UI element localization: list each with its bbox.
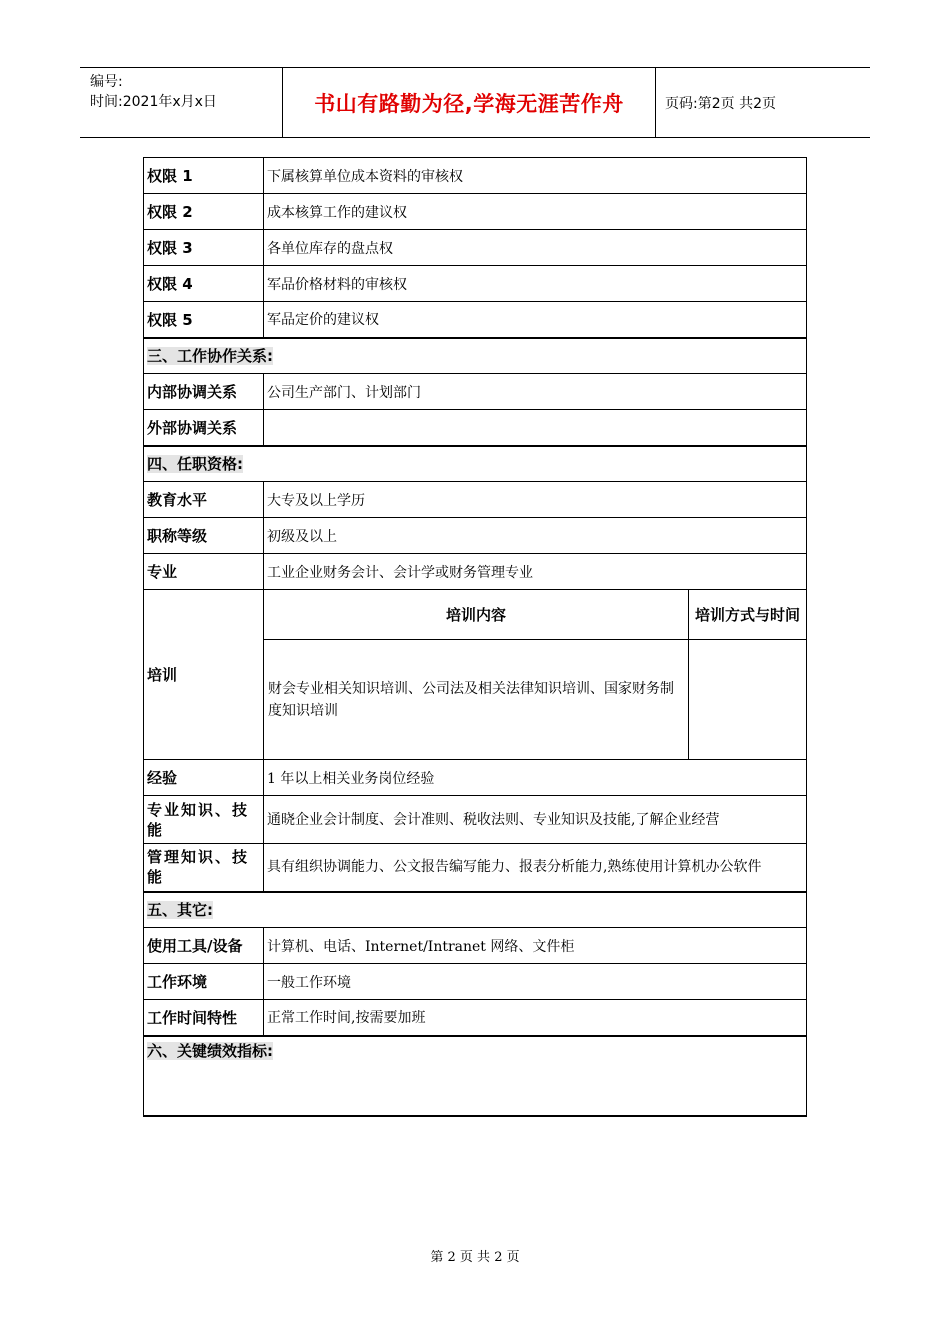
- table-row: [144, 302, 807, 338]
- table-row: [144, 844, 807, 892]
- title-level-value: 初级及以上: [264, 518, 807, 554]
- permission-value: 军品价格材料的审核权: [264, 266, 807, 302]
- table-row: [144, 374, 807, 410]
- permission-value: 成本核算工作的建议权: [264, 194, 807, 230]
- permission-label: 权限 5: [144, 302, 264, 338]
- management-label: 管理知识、技能: [144, 844, 264, 892]
- external-relation-label: 外部协调关系: [144, 410, 264, 446]
- table-row: [144, 266, 807, 302]
- section5-title: 五、其它:: [147, 901, 213, 920]
- major-label: 专业: [144, 554, 264, 590]
- management-value: 具有组织协调能力、公文报告编写能力、报表分析能力,熟练使用计算机办公软件: [264, 844, 807, 892]
- professional-value: 通晓企业会计制度、会计准则、税收法则、专业知识及技能,了解企业经营: [264, 796, 807, 844]
- professional-label: 专业知识、技能: [144, 796, 264, 844]
- table-row: [144, 796, 807, 844]
- table-row: [144, 1000, 807, 1036]
- table-row: [144, 554, 807, 590]
- header-page-info: 页码:第2页 共2页: [665, 95, 776, 112]
- experience-label: 经验: [144, 760, 264, 796]
- time-label: 时间:2021年x月x日: [90, 94, 217, 110]
- job-description-table: [143, 157, 807, 1117]
- training-label: 培训: [144, 590, 264, 760]
- tools-label: 使用工具/设备: [144, 928, 264, 964]
- training-content: 财会专业相关知识培训、公司法及相关法律知识培训、国家财务制度知识培训: [264, 640, 689, 760]
- page-footer: 第 2 页 共 2 页: [430, 1250, 520, 1265]
- internal-relation-label: 内部协调关系: [144, 374, 264, 410]
- section-heading: [144, 1036, 807, 1116]
- section6-title: 六、关键绩效指标:: [147, 1041, 273, 1060]
- permission-value: 军品定价的建议权: [264, 302, 807, 338]
- header-meta: [80, 68, 282, 137]
- table-row: [144, 158, 807, 194]
- work-time-value: 正常工作时间,按需要加班: [264, 1000, 807, 1036]
- training-content-header: 培训内容: [264, 590, 689, 640]
- section-heading: [144, 446, 807, 482]
- permission-label: 权限 4: [144, 266, 264, 302]
- education-label: 教育水平: [144, 482, 264, 518]
- training-method-header: 培训方式与时间: [689, 590, 807, 640]
- internal-relation-value: 公司生产部门、计划部门: [264, 374, 807, 410]
- tools-value: 计算机、电话、Internet/Intranet 网络、文件柜: [264, 928, 807, 964]
- table-row: [144, 760, 807, 796]
- experience-value: 1 年以上相关业务岗位经验: [264, 760, 807, 796]
- header-motto: 书山有路勤为径,学海无涯苦作舟: [282, 68, 656, 137]
- section3-title: 三、工作协作关系:: [147, 347, 273, 366]
- section4-title: 四、任职资格:: [147, 455, 243, 474]
- education-value: 大专及以上学历: [264, 482, 807, 518]
- number-label: 编号:: [90, 74, 123, 90]
- permission-label: 权限 3: [144, 230, 264, 266]
- permission-label: 权限 2: [144, 194, 264, 230]
- table-row: [144, 964, 807, 1000]
- table-row: [144, 928, 807, 964]
- work-time-label: 工作时间特性: [144, 1000, 264, 1036]
- table-row: [144, 230, 807, 266]
- permission-value: 下属核算单位成本资料的审核权: [264, 158, 807, 194]
- environment-label: 工作环境: [144, 964, 264, 1000]
- external-relation-value: [264, 410, 807, 446]
- section-heading: [144, 338, 807, 374]
- table-row: [144, 518, 807, 554]
- page-header: [80, 67, 870, 138]
- table-row: [144, 410, 807, 446]
- title-level-label: 职称等级: [144, 518, 264, 554]
- permission-label: 权限 1: [144, 158, 264, 194]
- major-value: 工业企业财务会计、会计学或财务管理专业: [264, 554, 807, 590]
- permission-value: 各单位库存的盘点权: [264, 230, 807, 266]
- training-method: [689, 640, 807, 760]
- section-heading: [144, 892, 807, 928]
- table-row: [144, 482, 807, 518]
- environment-value: 一般工作环境: [264, 964, 807, 1000]
- table-row: [144, 194, 807, 230]
- table-row: [144, 590, 807, 640]
